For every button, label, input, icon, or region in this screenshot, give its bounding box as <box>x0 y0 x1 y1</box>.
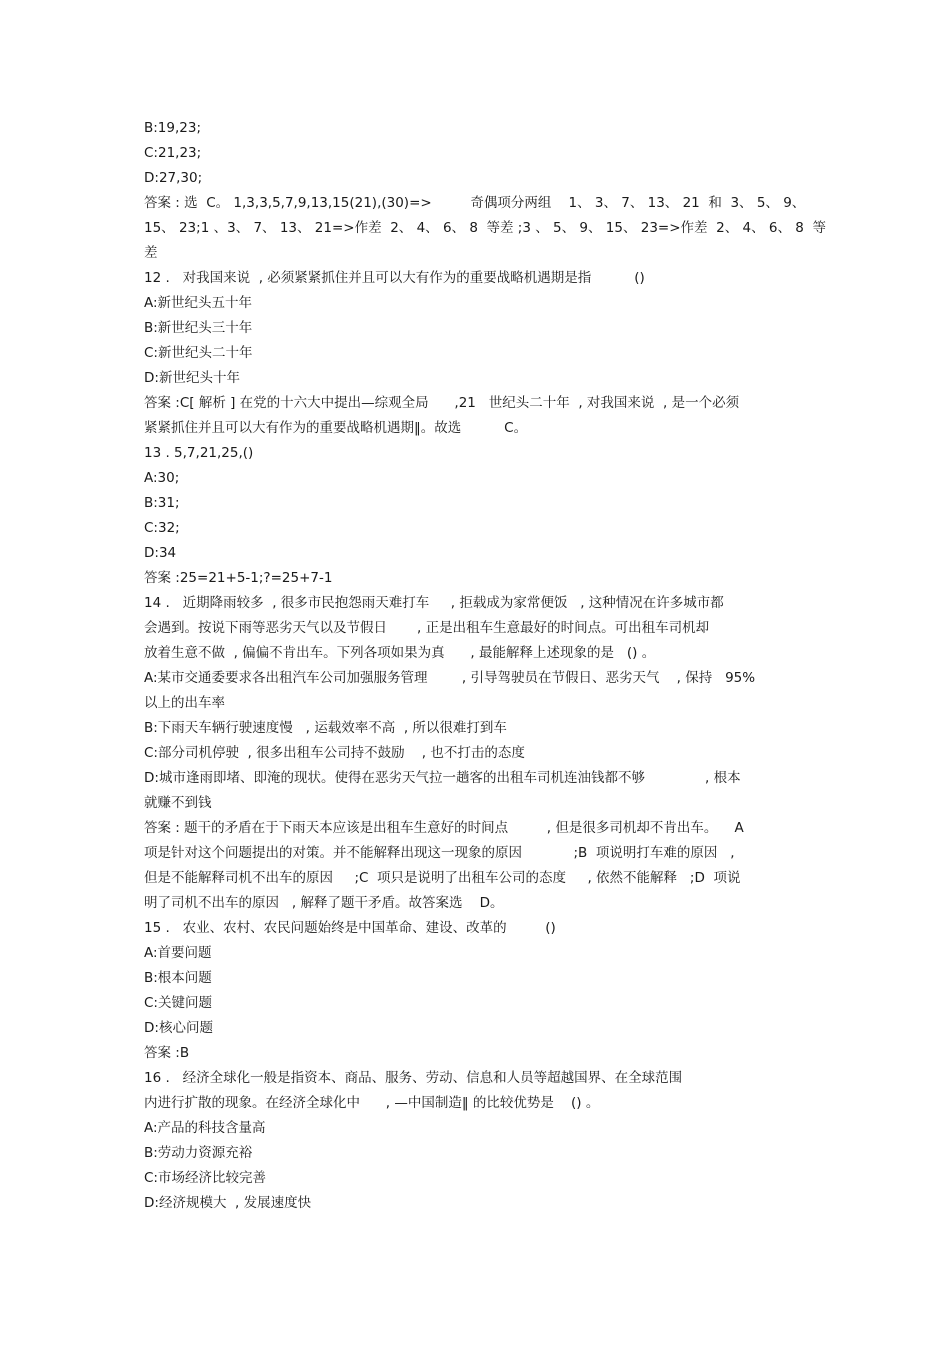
option-d: 就赚不到钱 <box>144 795 212 811</box>
option-c: C:市场经济比较完善 <box>144 1170 266 1186</box>
text-line: B:19,23; <box>144 120 202 136</box>
answer-line: 差 <box>144 245 158 261</box>
option-c: C:32; <box>144 520 180 536</box>
option-d: D:新世纪头十年 <box>144 370 240 386</box>
answer-line: 项是针对这个问题提出的对策。并不能解释出现这一现象的原因 ;B 项说明打车难的原因 , <box>144 845 735 861</box>
option-a: A:新世纪头五十年 <box>144 295 253 311</box>
option-a: A:30; <box>144 470 180 486</box>
text-line: D:27,30; <box>144 170 203 186</box>
option-d: D:经济规模大 , 发展速度快 <box>144 1195 312 1211</box>
option-a: A:某市交通委要求各出租汽车公司加强服务管理 , 引导驾驶员在节假日、恶劣天气 , 保持 95% <box>144 670 756 686</box>
option-b: B:下雨天车辆行驶速度慢 , 运载效率不高 , 所以很难打到车 <box>144 720 507 736</box>
text-line: C:21,23; <box>144 145 202 161</box>
option-b: B:劳动力资源充裕 <box>144 1145 253 1161</box>
option-d: D:34 <box>144 545 177 561</box>
question-14: 14 . 近期降雨较多 , 很多市民抱怨雨天难打车 , 拒载成为家常便饭 , 这种情况在许多城市都 <box>144 595 724 611</box>
question-14: 会遇到。按说下雨等恶劣天气以及节假日 , 正是出租车生意最好的时间点。可出租车司机却 <box>144 620 710 636</box>
answer-line: 答案 :B <box>144 1045 190 1061</box>
question-16: 内进行扩散的现象。在经济全球化中 , —中国制造‖ 的比较优势是 () 。 <box>144 1095 600 1111</box>
question-15: 15 . 农业、农村、农民问题始终是中国革命、建设、改革的 () <box>144 920 556 936</box>
option-a: A:首要问题 <box>144 945 212 961</box>
question-12: 12 . 对我国来说 , 必须紧紧抓住并且可以大有作为的重要战略机遇期是指 () <box>144 270 645 286</box>
answer-line: 紧紧抓住并且可以大有作为的重要战略机遇期‖。故选 C。 <box>144 420 528 436</box>
answer-line: 但是不能解释司机不出车的原因 ;C 项只是说明了出租车公司的态度 , 依然不能解释 ;D 项说 <box>144 870 741 886</box>
option-b: B:新世纪头三十年 <box>144 320 253 336</box>
option-a: 以上的出车率 <box>144 695 225 711</box>
option-c: C:部分司机停驶 , 很多出租车公司持不鼓励 , 也不打击的态度 <box>144 745 525 761</box>
question-16: 16 . 经济全球化一般是指资本、商品、服务、劳动、信息和人员等超越国界、在全球范围 <box>144 1070 683 1086</box>
answer-line: 15、 23;1 、3、 7、 13、 21=>作差 2、 4、 6、 8 等差 ;3 、 5、 9、 15、 23=>作差 2、 4、 6、 8 等 <box>144 220 826 236</box>
option-b: B:根本问题 <box>144 970 212 986</box>
document-body <box>144 116 824 1216</box>
option-b: B:31; <box>144 495 180 511</box>
answer-line: 答案 : 选 C。 1,3,3,5,7,9,13,15(21),(30)=> 奇偶项分两组 1、 3、 7、 13、 21 和 3、 5、 9、 <box>144 195 806 211</box>
option-c: C:新世纪头二十年 <box>144 345 253 361</box>
answer-line: 答案 : 题干的矛盾在于下雨天本应该是出租车生意好的时间点 , 但是很多司机却不肯出车。 A <box>144 820 744 836</box>
answer-line: 答案 :25=21+5-1;?=25+7-1 <box>144 570 333 586</box>
question-14: 放着生意不做 , 偏偏不肯出车。下列各项如果为真 , 最能解释上述现象的是 () 。 <box>144 645 656 661</box>
answer-line: 明了司机不出车的原因 , 解释了题干矛盾。故答案选 D。 <box>144 895 504 911</box>
option-c: C:关键问题 <box>144 995 212 1011</box>
option-d: D:核心问题 <box>144 1020 213 1036</box>
option-a: A:产品的科技含量高 <box>144 1120 266 1136</box>
question-13: 13 . 5,7,21,25,() <box>144 445 254 461</box>
option-d: D:城市逢雨即堵、即淹的现状。使得在恶劣天气拉一趟客的出租车司机连油钱都不够 , 根本 <box>144 770 741 786</box>
answer-line: 答案 :C[ 解析 ] 在党的十六大中提出—综观全局 ,21 世纪头二十年 , 对我国来说 , 是一个必须 <box>144 395 740 411</box>
